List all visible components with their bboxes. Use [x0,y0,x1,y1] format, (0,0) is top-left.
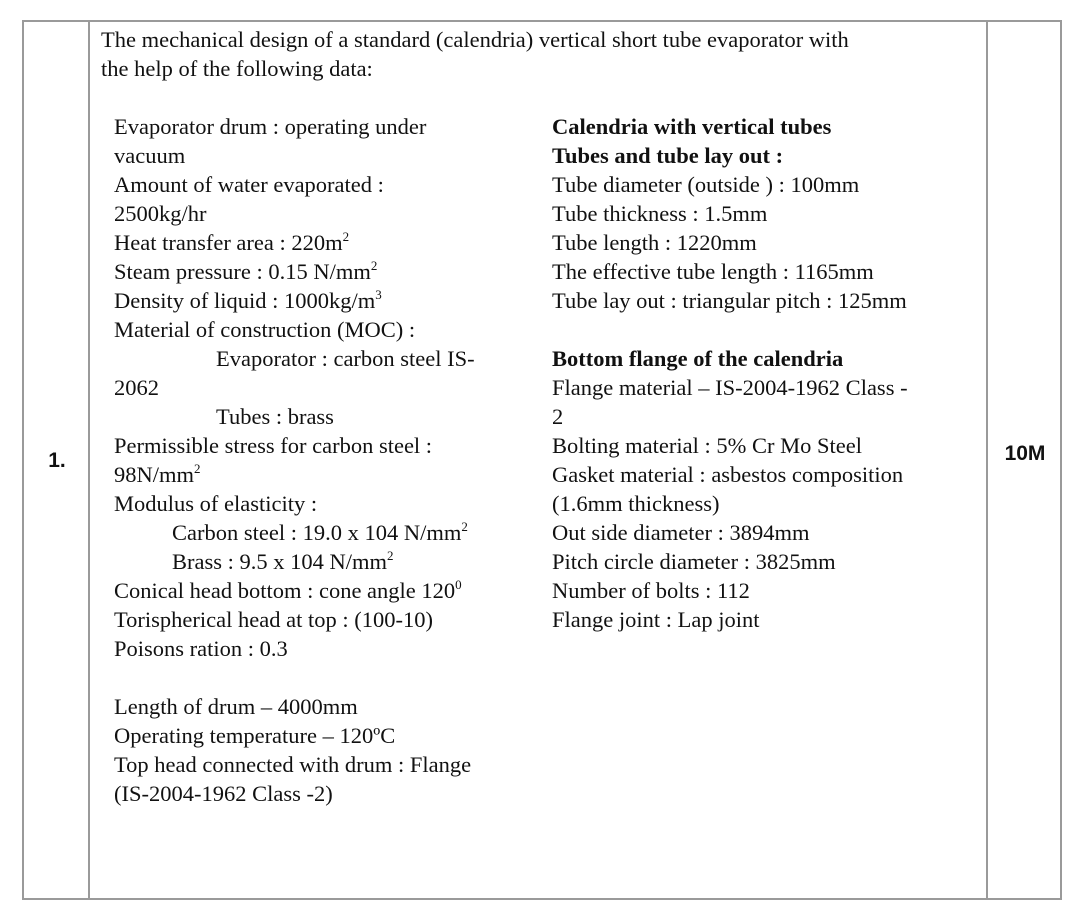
right-data-column [552,112,982,634]
heat-area-line [114,228,534,257]
water-line-b: 2500kg/hr [114,201,207,226]
moc-evaporator-line-a: Evaporator : carbon steel IS- [216,346,475,371]
density-text: Density of liquid : 1000kg/m [114,288,376,313]
moc-tubes-line: Tubes : brass [216,404,334,429]
modulus-brass-sup: 2 [387,548,394,563]
calendria-heading: Calendria with vertical tubes [552,114,832,139]
stress-text: 98N/mm [114,462,195,487]
moc-line: Material of construction (MOC) : [114,317,416,342]
question-marks: 10M [1004,442,1046,465]
water-line-a: Amount of water evaporated : [114,172,384,197]
question-intro [101,25,1001,83]
flange-heading: Bottom flange of the calendria [552,346,844,371]
gasket-line-a: Gasket material : asbestos composition [552,462,904,487]
flange-material-line-b: 2 [552,404,564,429]
top-head-line-a: Top head connected with drum : Flange [114,752,472,777]
conical-sup: 0 [455,577,462,592]
stress-line-a: Permissible stress for carbon steel : [114,433,433,458]
tube-thickness-line: Tube thickness : 1.5mm [552,201,768,226]
torispherical-line: Torispherical head at top : (100-10) [114,607,433,632]
top-head-line-b: (IS-2004-1962 Class -2) [114,781,333,806]
heat-area-sup: 2 [342,229,350,244]
left-data-column [114,112,534,808]
steam-pressure-sup: 2 [370,258,378,273]
question-number: 1. [48,449,66,472]
stress-line-b [114,460,534,489]
bolts-line: Number of bolts : 112 [552,578,750,603]
steam-pressure-line [114,257,534,286]
conical-line [114,576,534,605]
question-table [22,20,1062,900]
conical-text: Conical head bottom : cone angle 120 [114,578,456,603]
flange-material-line-a: Flange material – IS-2004-1962 Class - [552,375,908,400]
bolting-line: Bolting material : 5% Cr Mo Steel [552,433,862,458]
stress-sup: 2 [194,461,201,476]
drum-length-line: Length of drum – 4000mm [114,694,358,719]
effective-length-line: The effective tube length : 1165mm [552,259,874,284]
gasket-line-b: (1.6mm thickness) [552,491,720,516]
modulus-cs-line [114,518,534,547]
layout-line: Tube lay out : triangular pitch : 125mm [552,288,907,313]
tubes-heading: Tubes and tube lay out : [552,143,784,168]
moc-evaporator-line-b: 2062 [114,375,159,400]
pitch-circle-line: Pitch circle diameter : 3825mm [552,549,836,574]
tube-diameter-line: Tube diameter (outside ) : 100mm [552,172,860,197]
heat-area-text: Heat transfer area : 220m [114,230,343,255]
tube-length-line: Tube length : 1220mm [552,230,757,255]
drum-line-b: vacuum [114,143,186,168]
operating-temp-line: Operating temperature – 120ºC [114,723,396,748]
outside-diameter-line: Out side diameter : 3894mm [552,520,810,545]
modulus-brass-line [114,547,534,576]
drum-line-a: Evaporator drum : operating under [114,114,427,139]
modulus-line: Modulus of elasticity : [114,491,318,516]
steam-pressure-text: Steam pressure : 0.15 N/mm [114,259,371,284]
poisons-line: Poisons ration : 0.3 [114,636,288,661]
intro-line-2: the help of the following data: [101,56,373,81]
density-sup: 3 [375,287,382,302]
flange-joint-line: Flange joint : Lap joint [552,607,760,632]
intro-line-1: The mechanical design of a standard (calendria) vertical short tube evaporator with [101,27,849,52]
modulus-brass-text: Brass : 9.5 x 104 N/mm [172,549,388,574]
modulus-cs-sup: 2 [461,519,468,534]
modulus-cs-text: Carbon steel : 19.0 x 104 N/mm [172,520,462,545]
density-line [114,286,534,315]
